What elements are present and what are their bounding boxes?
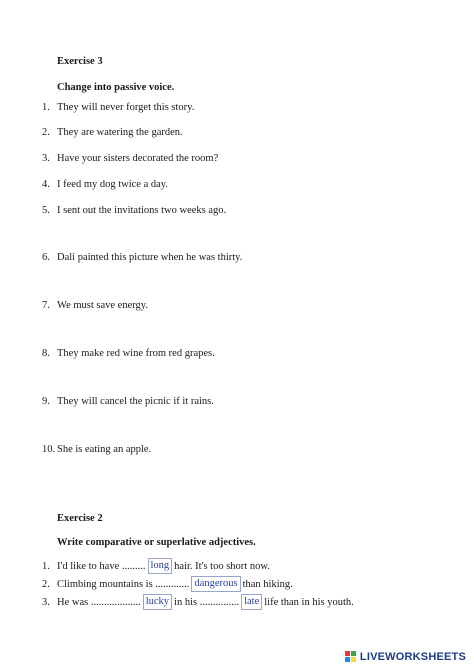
item-text: They will cancel the picnic if it rains. [57, 396, 214, 407]
item-number: 3. [42, 153, 50, 164]
exercise3-item-4 [42, 179, 168, 190]
item-number: 10. [42, 444, 56, 455]
item-number: 1. [42, 102, 50, 113]
exercise2-item-3 [42, 594, 354, 610]
exercise3-item-3 [42, 153, 218, 164]
exercise3-item-10 [42, 444, 151, 455]
exercise3-item-7 [42, 300, 148, 311]
item-text-after: life than in his youth. [264, 596, 354, 608]
exercise3-item-9 [42, 396, 214, 407]
item-text: They will never forget this story. [57, 102, 195, 113]
item-text: They are watering the garden. [57, 127, 183, 138]
item-number: 4. [42, 179, 50, 190]
item-text-before: Climbing mountains is ............. [57, 578, 190, 590]
answer-field[interactable]: long [148, 558, 173, 574]
answer-field[interactable]: dangerous [191, 576, 240, 592]
item-number: 1. [42, 560, 50, 572]
exercise2-title: Exercise 2 [57, 513, 103, 524]
item-number: 8. [42, 348, 50, 359]
item-number: 9. [42, 396, 50, 407]
item-text: Dali painted this picture when he was thirty. [57, 252, 243, 263]
item-text: I feed my dog twice a day. [57, 179, 168, 190]
item-text: We must save energy. [57, 300, 149, 311]
item-text-after: than hiking. [242, 578, 293, 590]
item-text-before: He was ................... [57, 596, 141, 608]
item-number: 2. [42, 127, 50, 138]
item-text: She is eating an apple. [57, 444, 152, 455]
item-number: 5. [42, 205, 50, 216]
brand-name: LIVEWORKSHEETS [359, 651, 466, 663]
exercise3-instruction: Change into passive voice. [57, 82, 175, 93]
exercise3-title: Exercise 3 [57, 56, 103, 67]
exercise2-item-1 [42, 558, 270, 574]
liveworksheets-logo-icon [345, 651, 357, 663]
item-number: 3. [42, 596, 50, 608]
item-text: They make red wine from red grapes. [57, 348, 215, 359]
exercise2-item-2 [42, 576, 293, 592]
exercise3-item-5 [42, 205, 226, 216]
exercise2-instruction: Write comparative or superlative adjectives. [57, 537, 256, 548]
exercise3-item-8 [42, 348, 215, 359]
exercise3-item-1 [42, 102, 194, 113]
item-text: Have your sisters decorated the room? [57, 153, 219, 164]
item-text-after: hair. It's too short now. [174, 560, 270, 572]
answer-field[interactable]: lucky [143, 594, 172, 610]
exercise3-item-6 [42, 252, 242, 263]
item-text-before: I'd like to have ......... [57, 560, 146, 572]
item-text-middle: in his ............... [174, 596, 240, 608]
item-number: 7. [42, 300, 50, 311]
item-number: 6. [42, 252, 50, 263]
answer-field[interactable]: late [241, 594, 262, 610]
item-number: 2. [42, 578, 50, 590]
liveworksheets-branding[interactable] [345, 651, 466, 663]
item-text: I sent out the invitations two weeks ago. [57, 205, 227, 216]
exercise3-item-2 [42, 127, 183, 138]
